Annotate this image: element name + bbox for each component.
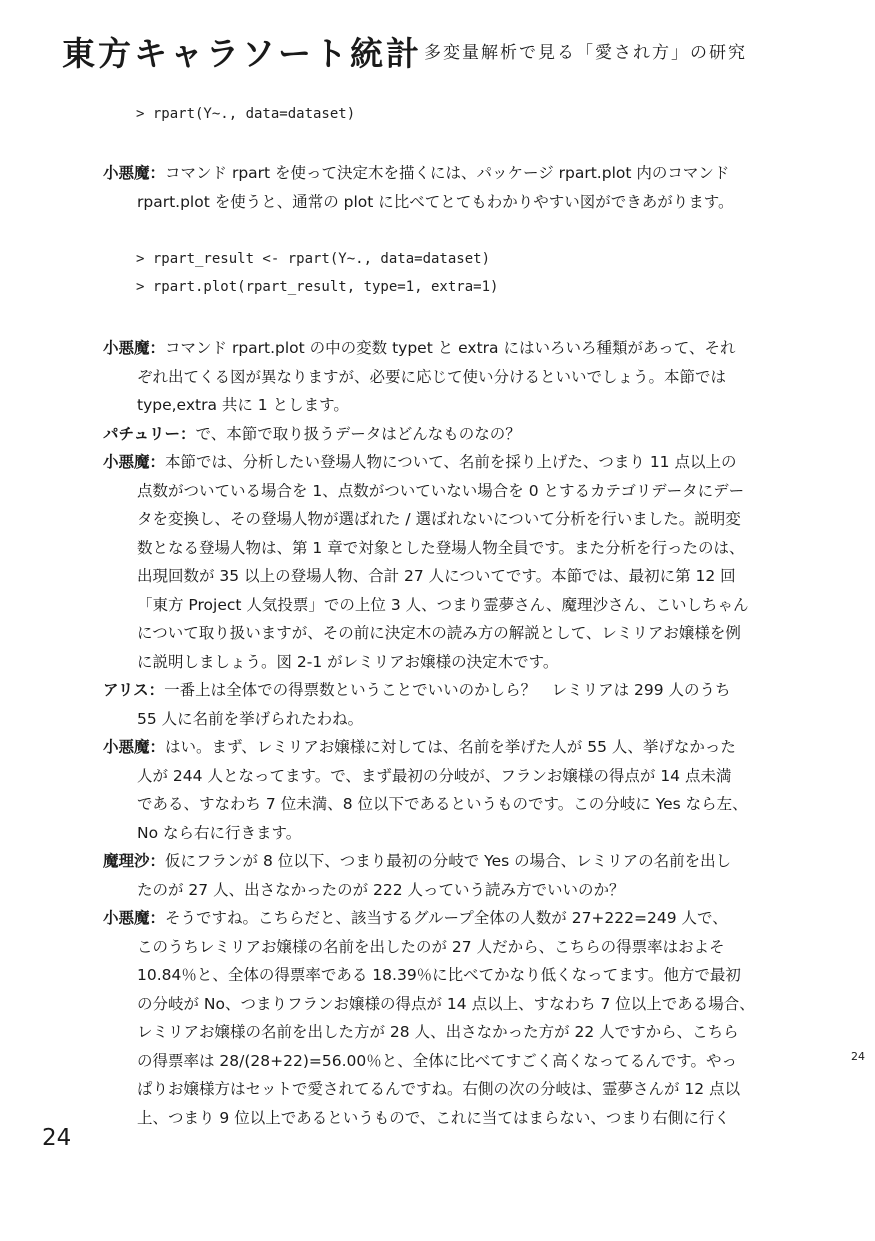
dialogue-line: type,extra 共に 1 とします。: [137, 396, 349, 414]
dialogue-line: 人が 244 人となってます。で、まず最初の分岐が、フランお嬢様の得点が 14 点未満: [137, 766, 732, 785]
dialogue-text: 本節では、分析したい登場人物について、名前を採り上げた、つまり 11 点以上の: [165, 453, 737, 471]
dialogue-line: [103, 676, 778, 705]
page-number-marker: 24: [851, 1050, 865, 1063]
dialogue-line: の得票率は 28/(28+22)=56.00％と、全体に比べてすごく高くなってるんです。やっ: [137, 1051, 738, 1070]
dialogue-line: について取り扱いますが、その前に決定木の読み方の解説として、レミリアお嬢様を例: [137, 624, 741, 642]
speaker-label: パチュリー：: [103, 424, 196, 443]
speaker-label: 小悪魔：: [103, 339, 166, 357]
speaker-label: 小悪魔：: [103, 453, 166, 471]
dialogue-line: [103, 159, 778, 188]
book-subtitle: 多変量解析で見る「愛され方」の研究: [424, 43, 747, 63]
dialogue-line: [103, 733, 778, 762]
speaker-label: 小悪魔：: [103, 164, 166, 182]
dialogue-line: 「東方 Project 人気投票」での上位 3 人、つまり霊夢さん、魔理沙さん、こいしちゃん: [137, 595, 749, 614]
dialogue-line: 出現回数が 35 以上の登場人物、合計 27 人についてです。本節では、最初に第 12 回: [137, 567, 736, 585]
page-number: 24: [42, 1125, 72, 1151]
dialogue-line: 数となる登場人物は、第 1 章で対象とした登場人物全員です。また分析を行ったのは、: [137, 538, 745, 557]
dialogue-text: で、本節で取り扱うデータはどんなものなの？: [195, 424, 521, 443]
dialogue-line: 10.84％と、全体の得票率である 18.39％に比べてかなり低くなってます。他方で最初: [137, 966, 741, 984]
dialogue-line: 点数がついている場合を 1、点数がついていない場合を 0 とするカテゴリデータにデー: [137, 481, 745, 500]
dialogue-paragraph: [103, 334, 778, 1132]
dialogue-line: に説明しましょう。図 2-1 がレミリアお嬢様の決定木です。: [137, 652, 559, 671]
dialogue-line: タを変換し、その登場人物が選ばれた / 選ばれないについて分析を行いました。説明変: [137, 510, 741, 528]
code-line: > rpart_result <- rpart(Y~., data=dataset): [136, 251, 491, 267]
speaker-label: 小悪魔：: [103, 738, 166, 756]
dialogue-line: [103, 847, 778, 876]
dialogue-line: [103, 904, 778, 933]
dialogue-line: である、すなわち 7 位未満、8 位以下であるというものです。この分岐に Yes なら左、: [137, 795, 748, 813]
speaker-label: アリス：: [103, 681, 165, 699]
dialogue-line: [103, 420, 778, 449]
code-line: > rpart(Y~., data=dataset): [136, 106, 356, 122]
dialogue-text: コマンド rpart.plot の中の変数 typet と extra にはいろいろ種類があって、それ: [165, 339, 736, 357]
speaker-label: 小悪魔：: [103, 909, 166, 927]
dialogue-text: 仮にフランが 8 位以下、つまり最初の分岐で Yes の場合、レミリアの名前を出し: [165, 852, 732, 870]
dialogue-line: 上、つまり 9 位以上であるというもので、これに当てはまらない、つまり右側に行く: [137, 1108, 730, 1127]
page-header: [62, 28, 852, 72]
dialogue-paragraph: [103, 159, 778, 216]
dialogue-line: 55 人に名前を挙げられたわね。: [137, 709, 364, 728]
dialogue-line: の分岐が No、つまりフランお嬢様の得点が 14 点以上、すなわち 7 位以上である場合、: [137, 994, 755, 1013]
dialogue-line: ぱりお嬢様方はセットで愛されてるんですね。右側の次の分岐は、霊夢さんが 12 点以: [137, 1080, 741, 1098]
dialogue-line: rpart.plot を使うと、通常の plot に比べてとてもわかりやすい図ができあがります。: [137, 192, 734, 211]
code-line: > rpart.plot(rpart_result, type=1, extra=1): [136, 279, 499, 295]
dialogue-line: ぞれ出てくる図が異なりますが、必要に応じて使い分けるといいでしょう。本節では: [137, 367, 727, 386]
speaker-label: 魔理沙：: [103, 852, 166, 870]
dialogue-line: レミリアお嬢様の名前を出した方が 28 人、出さなかった方が 22 人ですから、こちら: [137, 1023, 739, 1041]
dialogue-line: たのが 27 人、出さなかったのが 222 人っていう読み方でいいのか？: [137, 880, 625, 899]
dialogue-text: そうですね。こちらだと、該当するグループ全体の人数が 27+222=249 人で、: [165, 909, 728, 927]
dialogue-text: コマンド rpart を使って決定木を描くには、パッケージ rpart.plot 内のコマンド: [165, 164, 730, 182]
dialogue-line: [103, 334, 778, 363]
dialogue-line: [103, 448, 778, 477]
dialogue-line: No なら右に行きます。: [137, 823, 302, 842]
dialogue-text: はい。まず、レミリアお嬢様に対しては、名前を挙げた人が 55 人、挙げなかった: [165, 738, 736, 756]
book-title: 東方キャラソート統計: [62, 34, 422, 73]
dialogue-text: 一番上は全体での得票数ということでいいのかしら？ レミリアは 299 人のうち: [164, 681, 731, 699]
dialogue-line: このうちレミリアお嬢様の名前を出したのが 27 人だから、こちらの得票率はおよそ: [137, 937, 725, 956]
